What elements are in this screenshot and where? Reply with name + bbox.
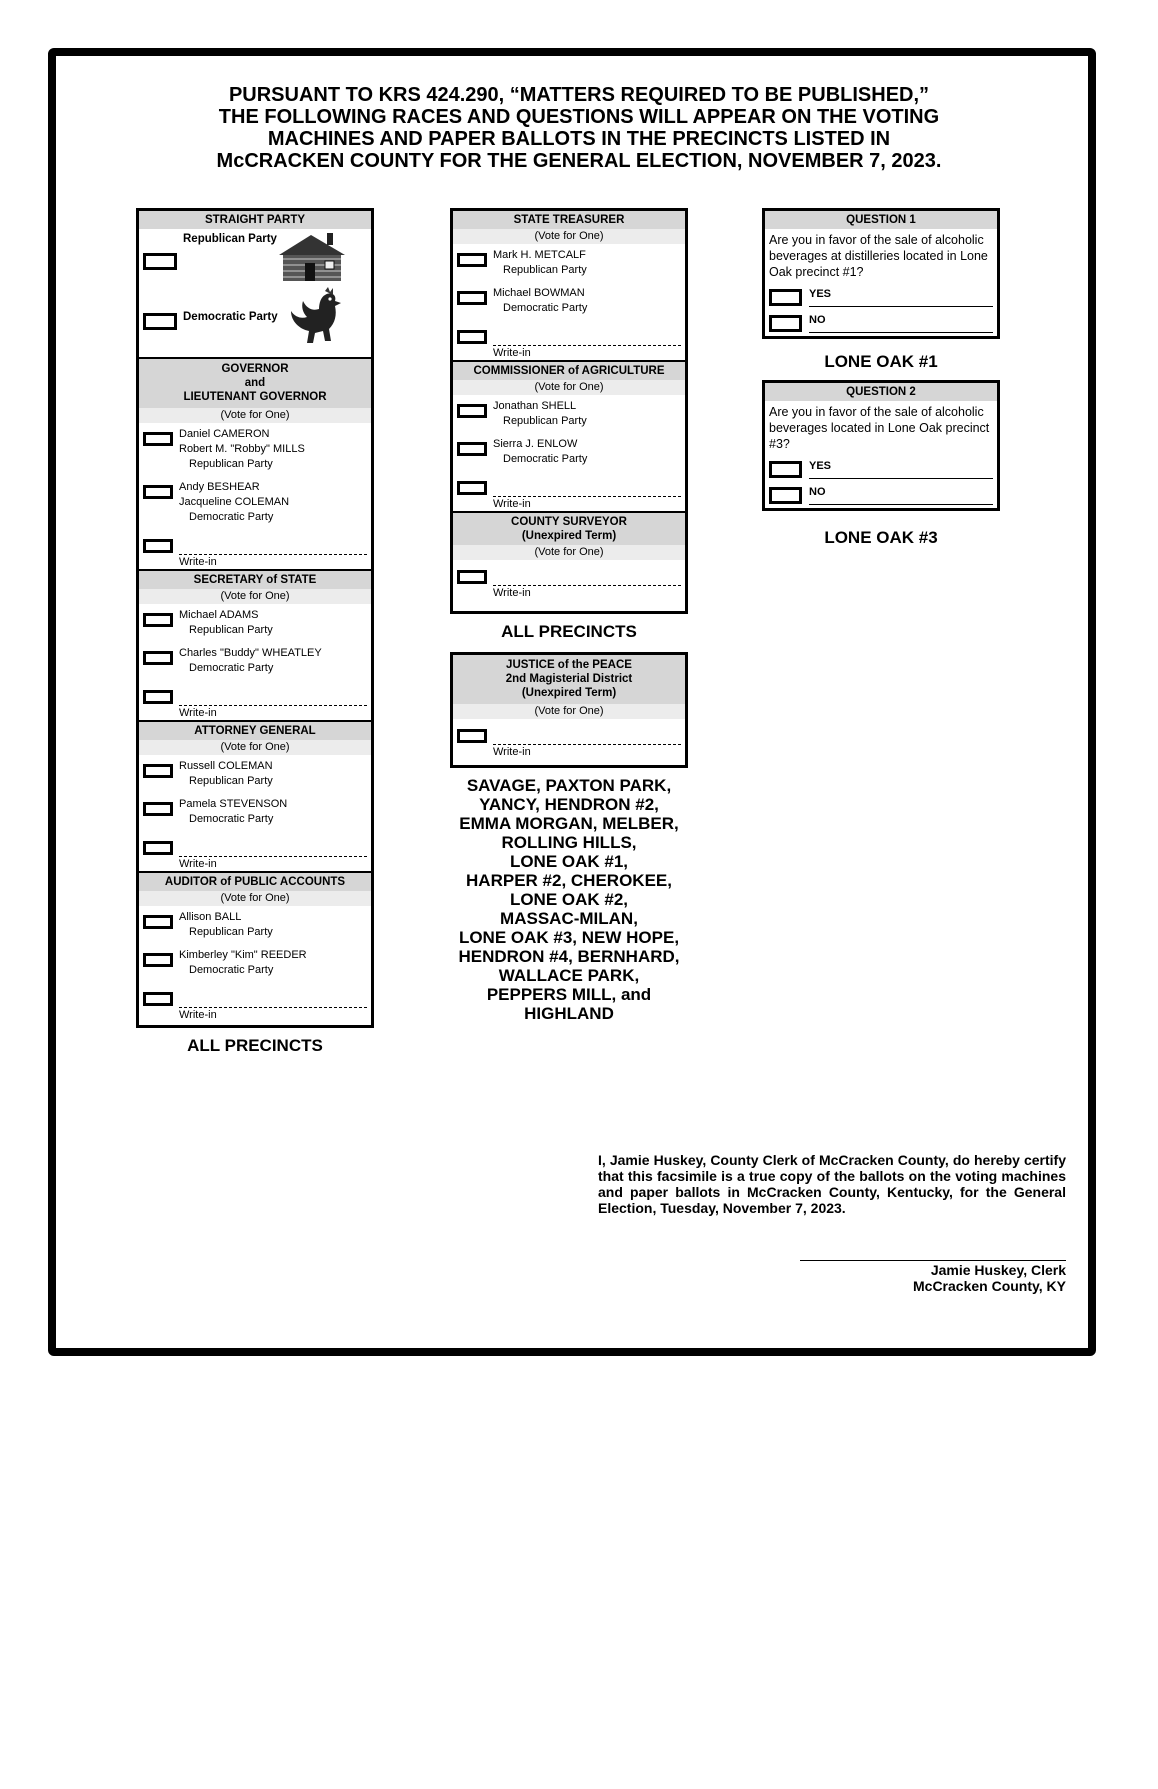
ballot-column-1 bbox=[136, 208, 374, 1028]
signature-line bbox=[800, 1260, 1066, 1261]
candidate-party: Democratic Party bbox=[189, 662, 274, 674]
candidate-party: Democratic Party bbox=[189, 511, 274, 523]
write-in-row[interactable] bbox=[453, 719, 685, 759]
candidate-name: Daniel CAMERON bbox=[179, 428, 270, 440]
race-title bbox=[453, 513, 685, 545]
precinct-line: EMMA MORGAN, MELBER, bbox=[459, 814, 679, 833]
rooster-icon bbox=[285, 287, 347, 349]
question-text: Are you in favor of the sale of alcoholic beverages at distilleries located in Lone Oak precinct #1? bbox=[769, 233, 988, 279]
vote-checkbox[interactable] bbox=[457, 253, 487, 267]
candidate-adams[interactable] bbox=[139, 604, 371, 642]
column-2-caption: ALL PRECINCTS bbox=[501, 622, 637, 641]
vote-checkbox[interactable] bbox=[457, 442, 487, 456]
vote-checkbox[interactable] bbox=[143, 841, 173, 855]
candidate-party: Republican Party bbox=[189, 775, 273, 787]
race-title: STATE TREASURER bbox=[453, 211, 685, 229]
vote-checkbox[interactable] bbox=[143, 613, 173, 627]
option-label: Republican Party bbox=[183, 233, 277, 245]
race-county-surveyor bbox=[453, 511, 685, 600]
candidate-enlow[interactable] bbox=[453, 433, 685, 471]
precinct-line: ROLLING HILLS, bbox=[501, 833, 637, 852]
candidate-shell[interactable] bbox=[453, 395, 685, 433]
race-title-line: and bbox=[244, 377, 266, 389]
vote-checkbox[interactable] bbox=[143, 992, 173, 1006]
option-label: NO bbox=[809, 486, 826, 498]
question-title: QUESTION 1 bbox=[765, 211, 997, 229]
vote-instruction: (Vote for One) bbox=[453, 229, 685, 244]
vote-instruction: (Vote for One) bbox=[139, 891, 371, 906]
precinct-line: HARPER #2, CHEROKEE, bbox=[466, 871, 672, 890]
race-auditor bbox=[139, 871, 371, 1022]
option-underline bbox=[809, 504, 993, 505]
precinct-line: LONE OAK #3, NEW HOPE, bbox=[458, 928, 680, 947]
candidate-name: Charles "Buddy" WHEATLEY bbox=[179, 647, 322, 659]
signature-block bbox=[760, 1262, 1066, 1294]
candidate-party: Democratic Party bbox=[503, 302, 588, 314]
candidate-party: Democratic Party bbox=[189, 964, 274, 976]
race-secretary-of-state bbox=[139, 569, 371, 720]
race-title: AUDITOR of PUBLIC ACCOUNTS bbox=[139, 873, 371, 891]
write-in-line[interactable] bbox=[493, 585, 681, 586]
write-in-line[interactable] bbox=[179, 705, 367, 706]
header-line-1: PURSUANT TO KRS 424.290, “MATTERS REQUIRED TO BE PUBLISHED,” bbox=[228, 84, 930, 106]
vote-instruction: (Vote for One) bbox=[139, 408, 371, 423]
vote-instruction: (Vote for One) bbox=[453, 545, 685, 560]
write-in-line[interactable] bbox=[493, 345, 681, 346]
precinct-line: LONE OAK #1, bbox=[509, 852, 629, 871]
option-yes[interactable] bbox=[765, 284, 997, 310]
race-justice-of-the-peace bbox=[453, 655, 685, 759]
option-democratic-party[interactable] bbox=[139, 289, 371, 349]
write-in-label: Write-in bbox=[493, 587, 531, 599]
candidate-name: Sierra J. ENLOW bbox=[493, 438, 578, 450]
precinct-line: HENDRON #4, BERNHARD, bbox=[458, 947, 680, 966]
ballot-justice-box bbox=[450, 652, 688, 768]
candidate-name: Andy BESHEAR bbox=[179, 481, 260, 493]
vote-checkbox[interactable] bbox=[769, 461, 802, 478]
certification-statement: I, Jamie Huskey, County Clerk of McCracken County, do hereby certify that this facsimile is a true copy of the ballots on the voting machines and paper ballots in McCracken County, Kentucky, for the General Election, Tuesday, November 7, 2023. bbox=[598, 1152, 1066, 1216]
option-no[interactable] bbox=[765, 310, 997, 336]
vote-instruction: (Vote for One) bbox=[139, 740, 371, 755]
candidate-party: Republican Party bbox=[189, 926, 273, 938]
candidate-party: Republican Party bbox=[503, 415, 587, 427]
race-title-line: (Unexpired Term) bbox=[521, 530, 617, 542]
candidate-party: Democratic Party bbox=[503, 453, 588, 465]
write-in-label: Write-in bbox=[179, 707, 217, 719]
option-label: YES bbox=[809, 288, 832, 300]
precinct-line: YANCY, HENDRON #2, bbox=[479, 795, 659, 814]
precinct-line: PEPPERS MILL, and bbox=[486, 985, 652, 1004]
vote-checkbox[interactable] bbox=[457, 481, 487, 495]
race-title bbox=[453, 655, 685, 704]
option-no[interactable] bbox=[765, 482, 997, 508]
ballot-column-2 bbox=[450, 208, 688, 614]
race-governor bbox=[139, 357, 371, 569]
candidate-name: Allison BALL bbox=[179, 911, 242, 923]
candidate-metcalf[interactable] bbox=[453, 244, 685, 282]
race-title-line: LIEUTENANT GOVERNOR bbox=[183, 391, 327, 403]
write-in-label: Write-in bbox=[493, 347, 531, 359]
vote-checkbox[interactable] bbox=[457, 729, 487, 743]
write-in-label: Write-in bbox=[179, 858, 217, 870]
write-in-label: Write-in bbox=[493, 498, 531, 510]
race-title-line: JUSTICE of the PEACE bbox=[506, 659, 632, 671]
question-text: Are you in favor of the sale of alcoholic beverages located in Lone Oak precinct #3? bbox=[769, 405, 990, 451]
write-in-row[interactable] bbox=[139, 831, 371, 871]
race-attorney-general bbox=[139, 720, 371, 871]
candidate-name: Pamela STEVENSON bbox=[179, 798, 288, 810]
vote-checkbox[interactable] bbox=[143, 253, 177, 270]
question-2-caption: LONE OAK #3 bbox=[824, 528, 938, 547]
race-title: STRAIGHT PARTY bbox=[139, 211, 371, 229]
candidate-beshear-coleman[interactable] bbox=[139, 476, 371, 529]
question-2-box bbox=[762, 380, 1000, 511]
option-label: NO bbox=[809, 314, 826, 326]
candidate-reeder[interactable] bbox=[139, 944, 371, 982]
race-commissioner-agriculture bbox=[453, 360, 685, 511]
write-in-label: Write-in bbox=[493, 746, 531, 758]
question-1-box bbox=[762, 208, 1000, 339]
signer-name: Jamie Huskey, Clerk bbox=[930, 1262, 1066, 1278]
race-title: ATTORNEY GENERAL bbox=[139, 722, 371, 740]
write-in-line[interactable] bbox=[179, 856, 367, 857]
race-title bbox=[139, 359, 371, 408]
vote-checkbox[interactable] bbox=[143, 432, 173, 446]
write-in-line[interactable] bbox=[493, 744, 681, 745]
vote-checkbox[interactable] bbox=[769, 289, 802, 306]
vote-instruction: (Vote for One) bbox=[453, 704, 685, 719]
write-in-label: Write-in bbox=[179, 1009, 217, 1021]
candidate-party: Democratic Party bbox=[189, 813, 274, 825]
vote-checkbox[interactable] bbox=[143, 953, 173, 967]
question-1-caption: LONE OAK #1 bbox=[824, 352, 938, 371]
vote-instruction: (Vote for One) bbox=[139, 589, 371, 604]
vote-checkbox[interactable] bbox=[143, 313, 177, 330]
candidate-ball[interactable] bbox=[139, 906, 371, 944]
vote-checkbox[interactable] bbox=[143, 915, 173, 929]
justice-precincts-list bbox=[420, 776, 718, 1023]
vote-checkbox[interactable] bbox=[769, 315, 802, 332]
precinct-line: HIGHLAND bbox=[524, 1004, 614, 1023]
option-label: YES bbox=[809, 460, 832, 472]
candidate-party: Republican Party bbox=[503, 264, 587, 276]
write-in-line[interactable] bbox=[179, 554, 367, 555]
race-title-line: COUNTY SURVEYOR bbox=[511, 516, 627, 528]
write-in-row[interactable] bbox=[139, 982, 371, 1022]
precinct-line: LONE OAK #2, bbox=[509, 890, 629, 909]
option-label: Democratic Party bbox=[183, 311, 278, 323]
vote-checkbox[interactable] bbox=[143, 764, 173, 778]
candidate-stevenson[interactable] bbox=[139, 793, 371, 831]
candidate-name: Russell COLEMAN bbox=[179, 760, 273, 772]
question-title: QUESTION 2 bbox=[765, 383, 997, 401]
write-in-row[interactable] bbox=[139, 529, 371, 569]
header-line-3: MACHINES AND PAPER BALLOTS IN THE PRECINCTS LISTED IN bbox=[267, 128, 891, 150]
candidate-cameron-mills[interactable] bbox=[139, 423, 371, 476]
candidate-name: Jonathan SHELL bbox=[493, 400, 577, 412]
race-title-line: (Unexpired Term) bbox=[521, 687, 617, 699]
write-in-line[interactable] bbox=[179, 1007, 367, 1008]
vote-checkbox[interactable] bbox=[143, 802, 173, 816]
column-1-caption: ALL PRECINCTS bbox=[187, 1036, 323, 1055]
precinct-line: SAVAGE, PAXTON PARK, bbox=[466, 776, 672, 795]
precinct-line: MASSAC-MILAN, bbox=[500, 909, 638, 928]
log-cabin-icon bbox=[275, 231, 347, 285]
write-in-line[interactable] bbox=[493, 496, 681, 497]
vote-checkbox[interactable] bbox=[769, 487, 802, 504]
option-republican-party[interactable] bbox=[139, 229, 371, 289]
candidate-name: Michael BOWMAN bbox=[493, 287, 585, 299]
race-title-line: 2nd Magisterial District bbox=[505, 673, 633, 685]
precinct-line: WALLACE PARK, bbox=[498, 966, 640, 985]
vote-checkbox[interactable] bbox=[457, 330, 487, 344]
candidate-name: Mark H. METCALF bbox=[493, 249, 586, 261]
vote-instruction: (Vote for One) bbox=[453, 380, 685, 395]
candidate-party: Republican Party bbox=[189, 624, 273, 636]
vote-checkbox[interactable] bbox=[143, 539, 173, 553]
header-line-2: THE FOLLOWING RACES AND QUESTIONS WILL APPEAR ON THE VOTING bbox=[218, 106, 940, 128]
vote-checkbox[interactable] bbox=[143, 690, 173, 704]
write-in-row[interactable] bbox=[453, 471, 685, 511]
write-in-row[interactable] bbox=[139, 680, 371, 720]
candidate-name: Michael ADAMS bbox=[179, 609, 259, 621]
option-underline bbox=[809, 332, 993, 333]
candidate-r-coleman[interactable] bbox=[139, 755, 371, 793]
race-title: SECRETARY of STATE bbox=[139, 571, 371, 589]
candidate-party: Republican Party bbox=[189, 458, 273, 470]
vote-checkbox[interactable] bbox=[457, 404, 487, 418]
write-in-row[interactable] bbox=[453, 320, 685, 360]
race-title: COMMISSIONER of AGRICULTURE bbox=[453, 362, 685, 380]
signer-county: McCracken County, KY bbox=[913, 1278, 1066, 1294]
notice-header bbox=[80, 84, 1078, 172]
race-state-treasurer bbox=[453, 211, 685, 360]
option-underline bbox=[809, 478, 993, 479]
candidate-name: Kimberley "Kim" REEDER bbox=[179, 949, 307, 961]
write-in-row[interactable] bbox=[453, 560, 685, 600]
candidate-running-mate: Jacqueline COLEMAN bbox=[179, 496, 290, 508]
race-title-line: GOVERNOR bbox=[221, 363, 289, 375]
write-in-label: Write-in bbox=[179, 556, 217, 568]
vote-checkbox[interactable] bbox=[143, 651, 173, 665]
race-straight-party bbox=[139, 211, 371, 357]
option-yes[interactable] bbox=[765, 456, 997, 482]
vote-checkbox[interactable] bbox=[457, 570, 487, 584]
candidate-bowman[interactable] bbox=[453, 282, 685, 320]
candidate-running-mate: Robert M. "Robby" MILLS bbox=[179, 443, 305, 455]
option-underline bbox=[809, 306, 993, 307]
vote-checkbox[interactable] bbox=[143, 485, 173, 499]
candidate-wheatley[interactable] bbox=[139, 642, 371, 680]
header-line-4: McCRACKEN COUNTY FOR THE GENERAL ELECTION, NOVEMBER 7, 2023. bbox=[216, 150, 942, 172]
vote-checkbox[interactable] bbox=[457, 291, 487, 305]
